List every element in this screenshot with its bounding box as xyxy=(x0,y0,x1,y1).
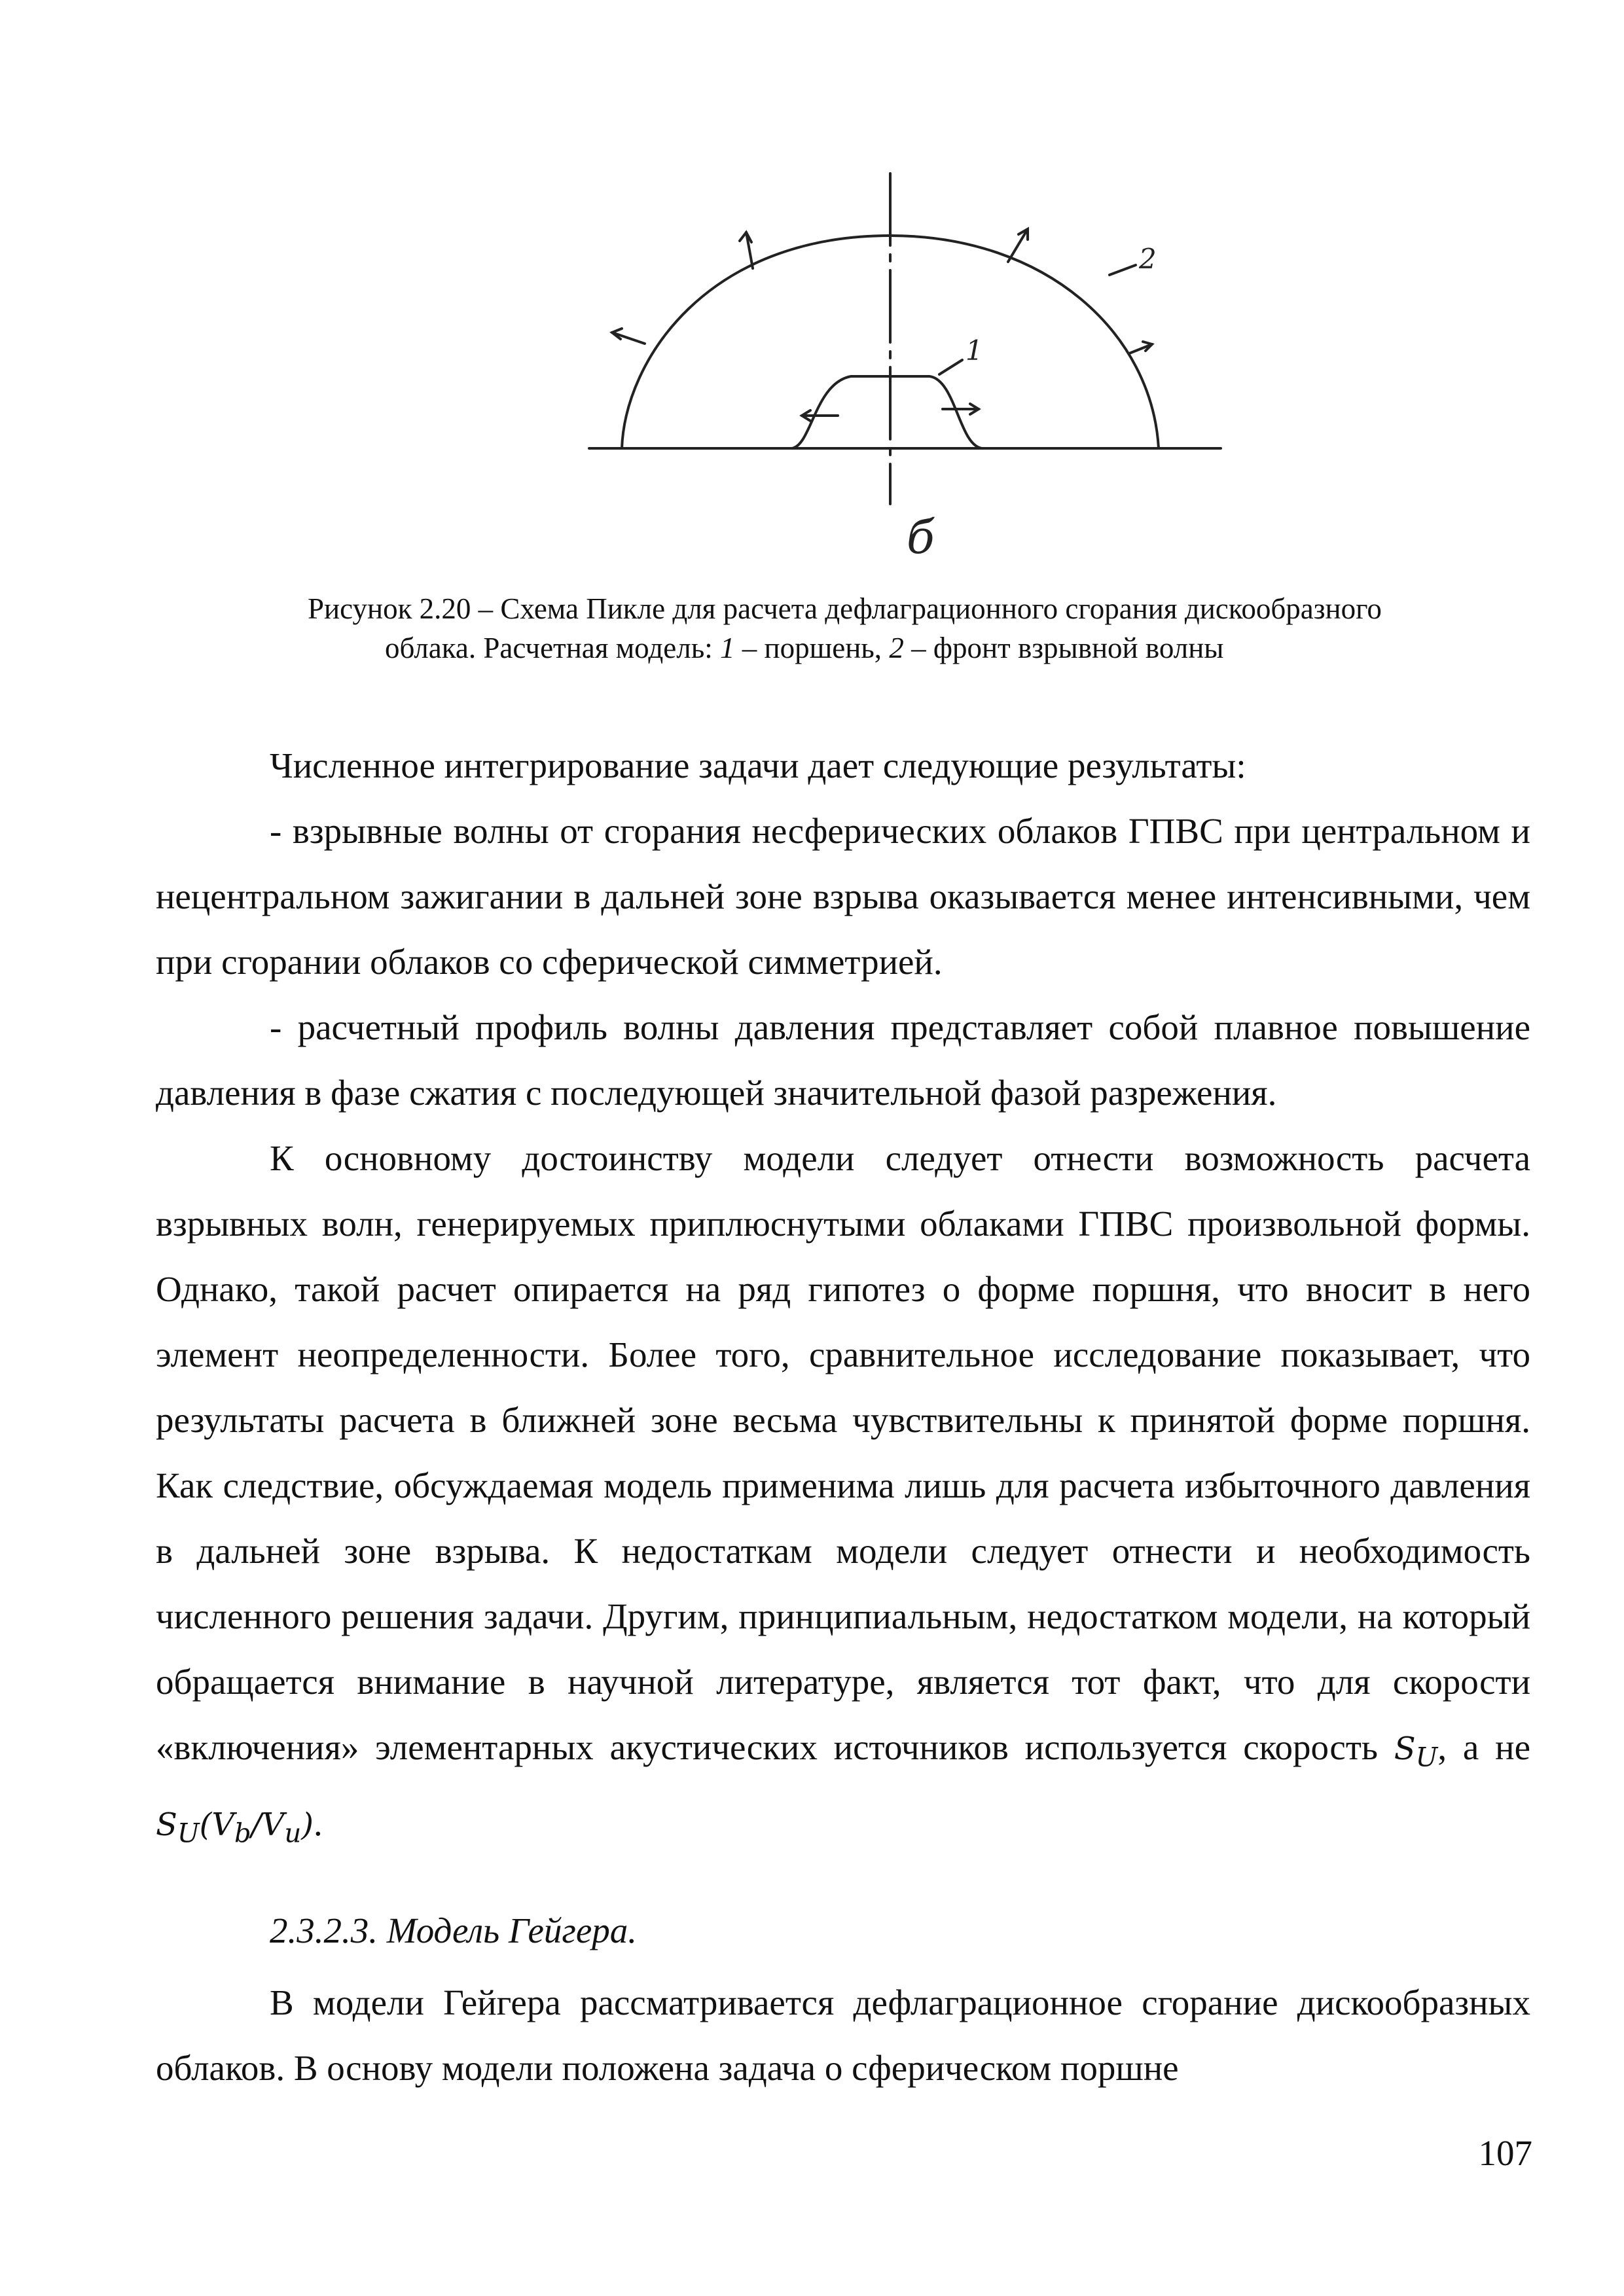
caption-prefix: облака. Расчетная модель: xyxy=(385,632,720,664)
math-su: $S_U$ xyxy=(1394,1731,1438,1773)
leader-2 xyxy=(1110,265,1136,275)
paragraph-2: - взрывные волны от сгорания несферических облаков ГПВС при центральном и нецентральном зажигании в дальней зоне взрыва оказывается менее интенсивными, чем при сгорании облаков со сферической симметрией. xyxy=(156,811,1530,982)
caption-line-1: Рисунок 2.20 – Схема Пикле для расчета дефлаграционного сгорания дискообразного xyxy=(308,592,1382,625)
p4-end: . xyxy=(313,1803,323,1843)
caption-n1: 1 xyxy=(720,632,735,664)
body-text xyxy=(156,733,1530,1866)
page-number: 107 xyxy=(1478,2133,1532,2173)
caption-dash1: – поршень, xyxy=(734,632,890,664)
caption-n2: 2 xyxy=(889,632,904,664)
caption-line-2 xyxy=(308,628,1525,668)
arrow-head-1 xyxy=(740,232,751,242)
piston-contour xyxy=(792,376,982,448)
leader-1 xyxy=(939,360,962,374)
caption-dash2: – фронт взрывной волны xyxy=(903,632,1224,664)
label-sub: б xyxy=(907,511,935,564)
paragraph-4 xyxy=(156,1126,1530,1866)
paragraph-3: - расчетный профиль волны давления представляет собой плавное повышение давления в фазе сжатия с последующей значительной фазой разрежения. xyxy=(156,1007,1530,1113)
body-text-2 xyxy=(156,1970,1530,2101)
p4-mid: , а не xyxy=(1437,1727,1530,1767)
figure-caption xyxy=(308,589,1525,668)
paragraph-1: Численное интегрирование задачи дает следующие результаты: xyxy=(270,745,1246,785)
math-su-ratio: $S_U(V_b/V_u)$ xyxy=(156,1806,314,1849)
label-piston: 1 xyxy=(965,334,983,367)
section-heading: 2.3.2.3. Модель Гейгера. xyxy=(270,1910,638,1950)
piquel-scheme-figure xyxy=(576,164,1244,569)
p4-start: К основному достоинству модели следует отнести возможность расчета взрывных волн, генерируемых приплюснутыми облаками ГПВС произвольной формы. Однако, такой расчет опирается на ряд гипотез о форме поршня, что вносит в него элемент неопределенности. Более того, сравнительное исследование показывает, что результаты расчета в ближней зоне весьма чувствительны к принятой форме поршня. Как следствие, обсуждаемая модель применима лишь для расчета избыточного давления в дальней зоне взрыва. К недостаткам модели следует отнести и необходимость численного решения задачи. Другим, принципиальным, недостатком модели, на который обращается внимание в научной литературе, является тот факт, что для скорости «включения» элементарных акустических источников используется скорость xyxy=(156,1138,1530,1767)
paragraph-5: В модели Гейгера рассматривается дефлаграционное сгорание дискообразных облаков. В основу модели положена задача о сферическом поршне xyxy=(156,1982,1530,2088)
label-front: 2 xyxy=(1139,243,1157,275)
arrow-front-3 xyxy=(612,332,645,344)
